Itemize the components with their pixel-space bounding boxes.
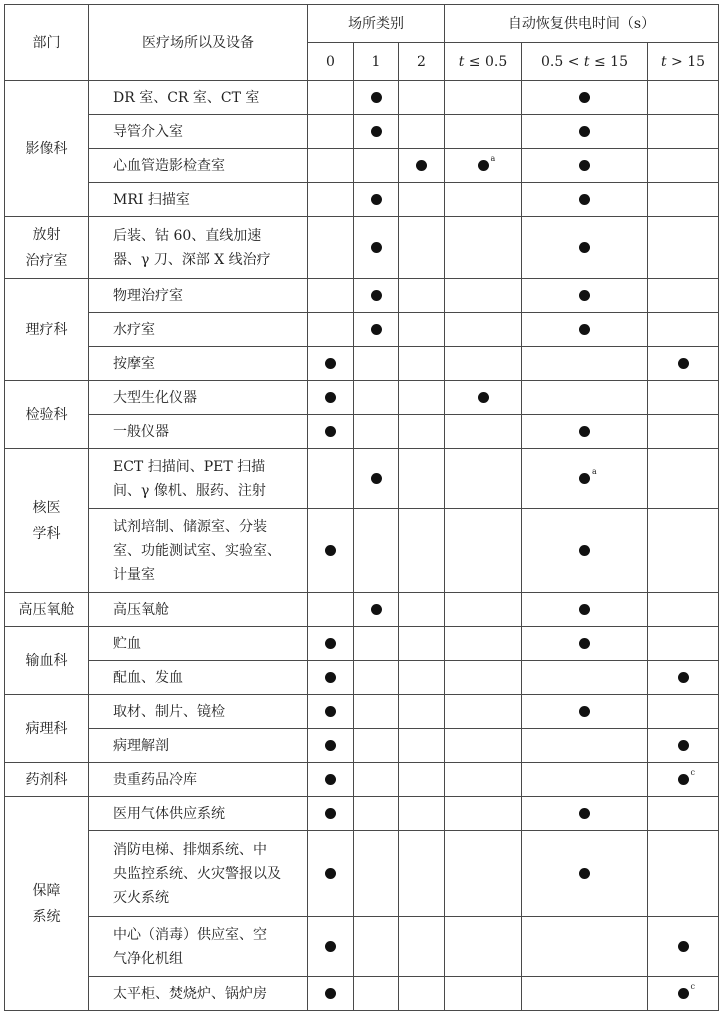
dept-cell (5, 217, 89, 279)
table-body (5, 81, 719, 1011)
dept-label: 理疗科 (25, 321, 68, 338)
mark-cell-c2 (399, 279, 445, 313)
mark-cell-c1 (354, 917, 399, 977)
site-cell (89, 593, 308, 627)
mark-cell-c0 (308, 81, 354, 115)
site-label: MRI 扫描室 (113, 191, 190, 208)
mark-cell-t2 (648, 449, 719, 509)
dept-label: 影像科 (25, 140, 68, 157)
mark-cell-t2 (648, 509, 719, 593)
dot-mark (579, 868, 590, 879)
site-cell (89, 381, 308, 415)
dept-label: 药剂科 (25, 771, 68, 788)
dot-mark (325, 988, 336, 999)
mark-cell-t0 (445, 729, 522, 763)
dot-mark (678, 774, 689, 785)
dept-cell (5, 449, 89, 593)
mark-cell-t1 (522, 115, 648, 149)
mark-cell-c0 (308, 347, 354, 381)
table-row (5, 415, 719, 449)
dept-cell (5, 763, 89, 797)
site-cell (89, 217, 308, 279)
site-cell (89, 797, 308, 831)
site-label: 贵重药品冷库 (113, 771, 197, 788)
mark-cell-t1 (522, 279, 648, 313)
table-row (5, 509, 719, 593)
mark-cell-t0 (445, 279, 522, 313)
mark-cell-t1 (522, 695, 648, 729)
dot-mark (579, 160, 590, 171)
mark-cell-c0 (308, 977, 354, 1011)
dot-mark (325, 774, 336, 785)
mark-cell-c1 (354, 149, 399, 183)
mark-cell-t2 (648, 381, 719, 415)
mark-cell-t1 (522, 977, 648, 1011)
mark-cell-t1 (522, 183, 648, 217)
mark-cell-c2 (399, 149, 445, 183)
dept-cell (5, 81, 89, 217)
mark-cell-c2 (399, 347, 445, 381)
mark-cell-c1 (354, 695, 399, 729)
mark-cell-t2 (648, 977, 719, 1011)
mark-cell-c1 (354, 509, 399, 593)
mark-cell-t1 (522, 627, 648, 661)
mark-cell-c1 (354, 977, 399, 1011)
mark-cell-t0 (445, 183, 522, 217)
mark-cell-c2 (399, 729, 445, 763)
mark-cell-t0 (445, 593, 522, 627)
header-class-group: 场所类别 (308, 5, 445, 43)
mark-cell-t2 (648, 729, 719, 763)
mark-cell-c2 (399, 977, 445, 1011)
mark-cell-c0 (308, 797, 354, 831)
mark-cell-t2 (648, 797, 719, 831)
dept-cell (5, 279, 89, 381)
dot-mark (371, 290, 382, 301)
dot-mark (579, 638, 590, 649)
mark-cell-c0 (308, 917, 354, 977)
table-row (5, 729, 719, 763)
mark-cell-c1 (354, 729, 399, 763)
footnote-mark: a (490, 154, 496, 163)
mark-cell-t2 (648, 627, 719, 661)
mark-cell-t0 (445, 381, 522, 415)
site-label: 配血、发血 (113, 669, 183, 686)
dot-mark (371, 473, 382, 484)
dot-mark (325, 392, 336, 403)
mark-cell-t1 (522, 381, 648, 415)
dot-mark (678, 672, 689, 683)
mark-cell-c2 (399, 313, 445, 347)
dot-mark (579, 92, 590, 103)
site-label: ECT 扫描间、PET 扫描 间、γ 像机、服药、注射 (113, 458, 266, 499)
mark-cell-t1 (522, 449, 648, 509)
mark-cell-t0 (445, 763, 522, 797)
dot-mark (678, 358, 689, 369)
mark-cell-c1 (354, 415, 399, 449)
mark-cell-t2 (648, 313, 719, 347)
site-cell (89, 695, 308, 729)
dot-mark (325, 638, 336, 649)
table-row (5, 627, 719, 661)
mark-cell-c2 (399, 415, 445, 449)
mark-cell-c1 (354, 115, 399, 149)
mark-cell-t0 (445, 313, 522, 347)
mark-cell-c1 (354, 81, 399, 115)
mark-cell-t2 (648, 593, 719, 627)
site-label: 试剂培制、储源室、分装 室、功能测试室、实验室、 计量室 (113, 518, 281, 583)
mark-cell-c2 (399, 115, 445, 149)
dept-cell (5, 627, 89, 695)
mark-cell-t0 (445, 217, 522, 279)
mark-cell-t2 (648, 81, 719, 115)
mark-cell-t1 (522, 415, 648, 449)
dot-mark (325, 941, 336, 952)
table-row (5, 695, 719, 729)
mark-cell-c2 (399, 661, 445, 695)
dot-mark (371, 242, 382, 253)
mark-cell-t1 (522, 763, 648, 797)
dot-mark (325, 358, 336, 369)
dot-mark (325, 426, 336, 437)
mark-cell-t2 (648, 695, 719, 729)
mark-cell-c2 (399, 797, 445, 831)
dept-cell (5, 695, 89, 763)
site-label: 按摩室 (113, 355, 155, 372)
mark-cell-t0 (445, 695, 522, 729)
site-cell (89, 729, 308, 763)
header-class-0: 0 (308, 43, 354, 81)
table-row (5, 81, 719, 115)
site-cell (89, 977, 308, 1011)
dot-mark (579, 194, 590, 205)
header-time-2: t > 15 (648, 43, 719, 81)
mark-cell-c1 (354, 627, 399, 661)
dept-label: 核医 学科 (32, 499, 61, 542)
mark-cell-c2 (399, 593, 445, 627)
dot-mark (371, 126, 382, 137)
dot-mark (325, 868, 336, 879)
mark-cell-t1 (522, 347, 648, 381)
mark-cell-c1 (354, 661, 399, 695)
site-cell (89, 279, 308, 313)
dot-mark (678, 740, 689, 751)
mark-cell-t1 (522, 81, 648, 115)
site-cell (89, 415, 308, 449)
mark-cell-t1 (522, 729, 648, 763)
mark-cell-t0 (445, 977, 522, 1011)
dot-mark (579, 545, 590, 556)
mark-cell-t1 (522, 149, 648, 183)
mark-cell-c0 (308, 449, 354, 509)
site-cell (89, 661, 308, 695)
dot-mark (678, 988, 689, 999)
header-class-1: 1 (354, 43, 399, 81)
footnote-mark: c (690, 982, 695, 991)
site-cell (89, 831, 308, 917)
site-cell (89, 313, 308, 347)
mark-cell-c1 (354, 381, 399, 415)
mark-cell-c0 (308, 415, 354, 449)
site-label: 导管介入室 (113, 123, 183, 140)
site-label: DR 室、CR 室、CT 室 (113, 89, 260, 106)
mark-cell-c1 (354, 313, 399, 347)
table-row (5, 217, 719, 279)
mark-cell-t1 (522, 509, 648, 593)
mark-cell-c1 (354, 831, 399, 917)
dept-label: 检验科 (25, 406, 68, 423)
mark-cell-c2 (399, 381, 445, 415)
dot-mark (371, 604, 382, 615)
header-dept: 部门 (5, 5, 89, 81)
mark-cell-c0 (308, 593, 354, 627)
mark-cell-c0 (308, 627, 354, 661)
mark-cell-t2 (648, 149, 719, 183)
mark-cell-c2 (399, 763, 445, 797)
site-label: 物理治疗室 (113, 287, 183, 304)
table-row (5, 797, 719, 831)
mark-cell-t2 (648, 115, 719, 149)
mark-cell-t0 (445, 81, 522, 115)
header-site: 医疗场所以及设备 (89, 5, 308, 81)
site-label: 水疗室 (113, 321, 155, 338)
footnote-mark: c (690, 768, 695, 777)
mark-cell-c1 (354, 797, 399, 831)
dot-mark (325, 740, 336, 751)
mark-cell-t0 (445, 917, 522, 977)
mark-cell-c0 (308, 509, 354, 593)
power-supply-table (4, 4, 719, 1011)
mark-cell-c0 (308, 313, 354, 347)
mark-cell-c2 (399, 183, 445, 217)
mark-cell-c0 (308, 763, 354, 797)
site-cell (89, 917, 308, 977)
table-row (5, 347, 719, 381)
dept-label: 病理科 (25, 720, 68, 737)
mark-cell-c0 (308, 183, 354, 217)
site-label: 消防电梯、排烟系统、中 央监控系统、火灾警报以及 灭火系统 (113, 841, 281, 906)
dot-mark (325, 545, 336, 556)
mark-cell-t2 (648, 917, 719, 977)
dot-mark (416, 160, 427, 171)
table-row (5, 831, 719, 917)
dept-label: 保障 系统 (32, 882, 61, 925)
table-row (5, 763, 719, 797)
mark-cell-t0 (445, 415, 522, 449)
site-label: 太平柜、焚烧炉、锅炉房 (113, 985, 267, 1002)
dot-mark (371, 92, 382, 103)
mark-cell-t1 (522, 217, 648, 279)
site-label: 中心（消毒）供应室、空 气净化机组 (113, 926, 267, 967)
dot-mark (579, 808, 590, 819)
site-label: 一般仪器 (113, 423, 169, 440)
dot-mark (371, 324, 382, 335)
mark-cell-c1 (354, 217, 399, 279)
mark-cell-c2 (399, 831, 445, 917)
dot-mark (579, 290, 590, 301)
site-cell (89, 449, 308, 509)
mark-cell-t0 (445, 627, 522, 661)
mark-cell-t1 (522, 661, 648, 695)
dept-cell (5, 797, 89, 1011)
mark-cell-t0 (445, 149, 522, 183)
table-row (5, 449, 719, 509)
dot-mark (325, 672, 336, 683)
header-time-1: 0.5 < t ≤ 15 (522, 43, 648, 81)
header-time-0: t ≤ 0.5 (445, 43, 522, 81)
mark-cell-t2 (648, 831, 719, 917)
table-row (5, 279, 719, 313)
site-cell (89, 509, 308, 593)
dot-mark (579, 324, 590, 335)
mark-cell-t2 (648, 661, 719, 695)
table-row (5, 977, 719, 1011)
table-row (5, 183, 719, 217)
mark-cell-c2 (399, 81, 445, 115)
site-cell (89, 347, 308, 381)
mark-cell-c2 (399, 449, 445, 509)
site-label: 取材、制片、镜检 (113, 703, 225, 720)
site-label: 病理解剖 (113, 737, 169, 754)
dot-mark (325, 706, 336, 717)
mark-cell-t1 (522, 313, 648, 347)
mark-cell-c1 (354, 593, 399, 627)
mark-cell-c0 (308, 115, 354, 149)
mark-cell-c2 (399, 917, 445, 977)
dot-mark (325, 808, 336, 819)
mark-cell-t1 (522, 797, 648, 831)
mark-cell-t2 (648, 415, 719, 449)
header-class-2: 2 (399, 43, 445, 81)
dept-cell (5, 593, 89, 627)
site-cell (89, 627, 308, 661)
mark-cell-t0 (445, 347, 522, 381)
mark-cell-t2 (648, 217, 719, 279)
mark-cell-t0 (445, 831, 522, 917)
mark-cell-t0 (445, 509, 522, 593)
dot-mark (678, 941, 689, 952)
site-label: 高压氧舱 (113, 601, 169, 618)
dept-label: 放射 治疗室 (25, 226, 68, 269)
dot-mark (478, 160, 489, 171)
mark-cell-t1 (522, 831, 648, 917)
dept-cell (5, 381, 89, 449)
dot-mark (579, 426, 590, 437)
mark-cell-c1 (354, 763, 399, 797)
dot-mark (579, 242, 590, 253)
mark-cell-c2 (399, 627, 445, 661)
table-row (5, 917, 719, 977)
dot-mark (579, 706, 590, 717)
mark-cell-t1 (522, 593, 648, 627)
mark-cell-t2 (648, 183, 719, 217)
table-row (5, 149, 719, 183)
mark-cell-t0 (445, 661, 522, 695)
dot-mark (371, 194, 382, 205)
mark-cell-c0 (308, 695, 354, 729)
site-label: 心血管造影检查室 (113, 157, 225, 174)
table-row (5, 381, 719, 415)
table-row (5, 313, 719, 347)
mark-cell-c0 (308, 149, 354, 183)
site-label: 大型生化仪器 (113, 389, 197, 406)
site-cell (89, 763, 308, 797)
header-time-group: 自动恢复供电时间（s） (445, 5, 719, 43)
site-cell (89, 115, 308, 149)
mark-cell-t2 (648, 347, 719, 381)
mark-cell-t2 (648, 763, 719, 797)
mark-cell-t0 (445, 115, 522, 149)
table-row (5, 115, 719, 149)
mark-cell-c1 (354, 183, 399, 217)
table-row (5, 661, 719, 695)
mark-cell-c2 (399, 217, 445, 279)
mark-cell-c2 (399, 695, 445, 729)
mark-cell-t1 (522, 917, 648, 977)
footnote-mark: a (592, 467, 597, 476)
mark-cell-c0 (308, 279, 354, 313)
mark-cell-c2 (399, 509, 445, 593)
dot-mark (579, 604, 590, 615)
mark-cell-t0 (445, 449, 522, 509)
dept-label: 输血科 (25, 652, 68, 669)
dept-label: 高压氧舱 (18, 601, 75, 618)
mark-cell-c1 (354, 279, 399, 313)
dot-mark (579, 126, 590, 137)
mark-cell-c0 (308, 381, 354, 415)
site-label: 后装、钴 60、直线加速 器、γ 刀、深部 X 线治疗 (113, 227, 271, 268)
table-row (5, 593, 719, 627)
mark-cell-t0 (445, 797, 522, 831)
dot-mark (478, 392, 489, 403)
mark-cell-c0 (308, 831, 354, 917)
mark-cell-c0 (308, 217, 354, 279)
mark-cell-t2 (648, 279, 719, 313)
site-cell (89, 183, 308, 217)
dot-mark (579, 473, 590, 484)
site-label: 医用气体供应系统 (113, 805, 225, 822)
mark-cell-c1 (354, 449, 399, 509)
site-label: 贮血 (113, 635, 141, 652)
mark-cell-c0 (308, 661, 354, 695)
site-cell (89, 81, 308, 115)
mark-cell-c1 (354, 347, 399, 381)
site-cell (89, 149, 308, 183)
mark-cell-c0 (308, 729, 354, 763)
